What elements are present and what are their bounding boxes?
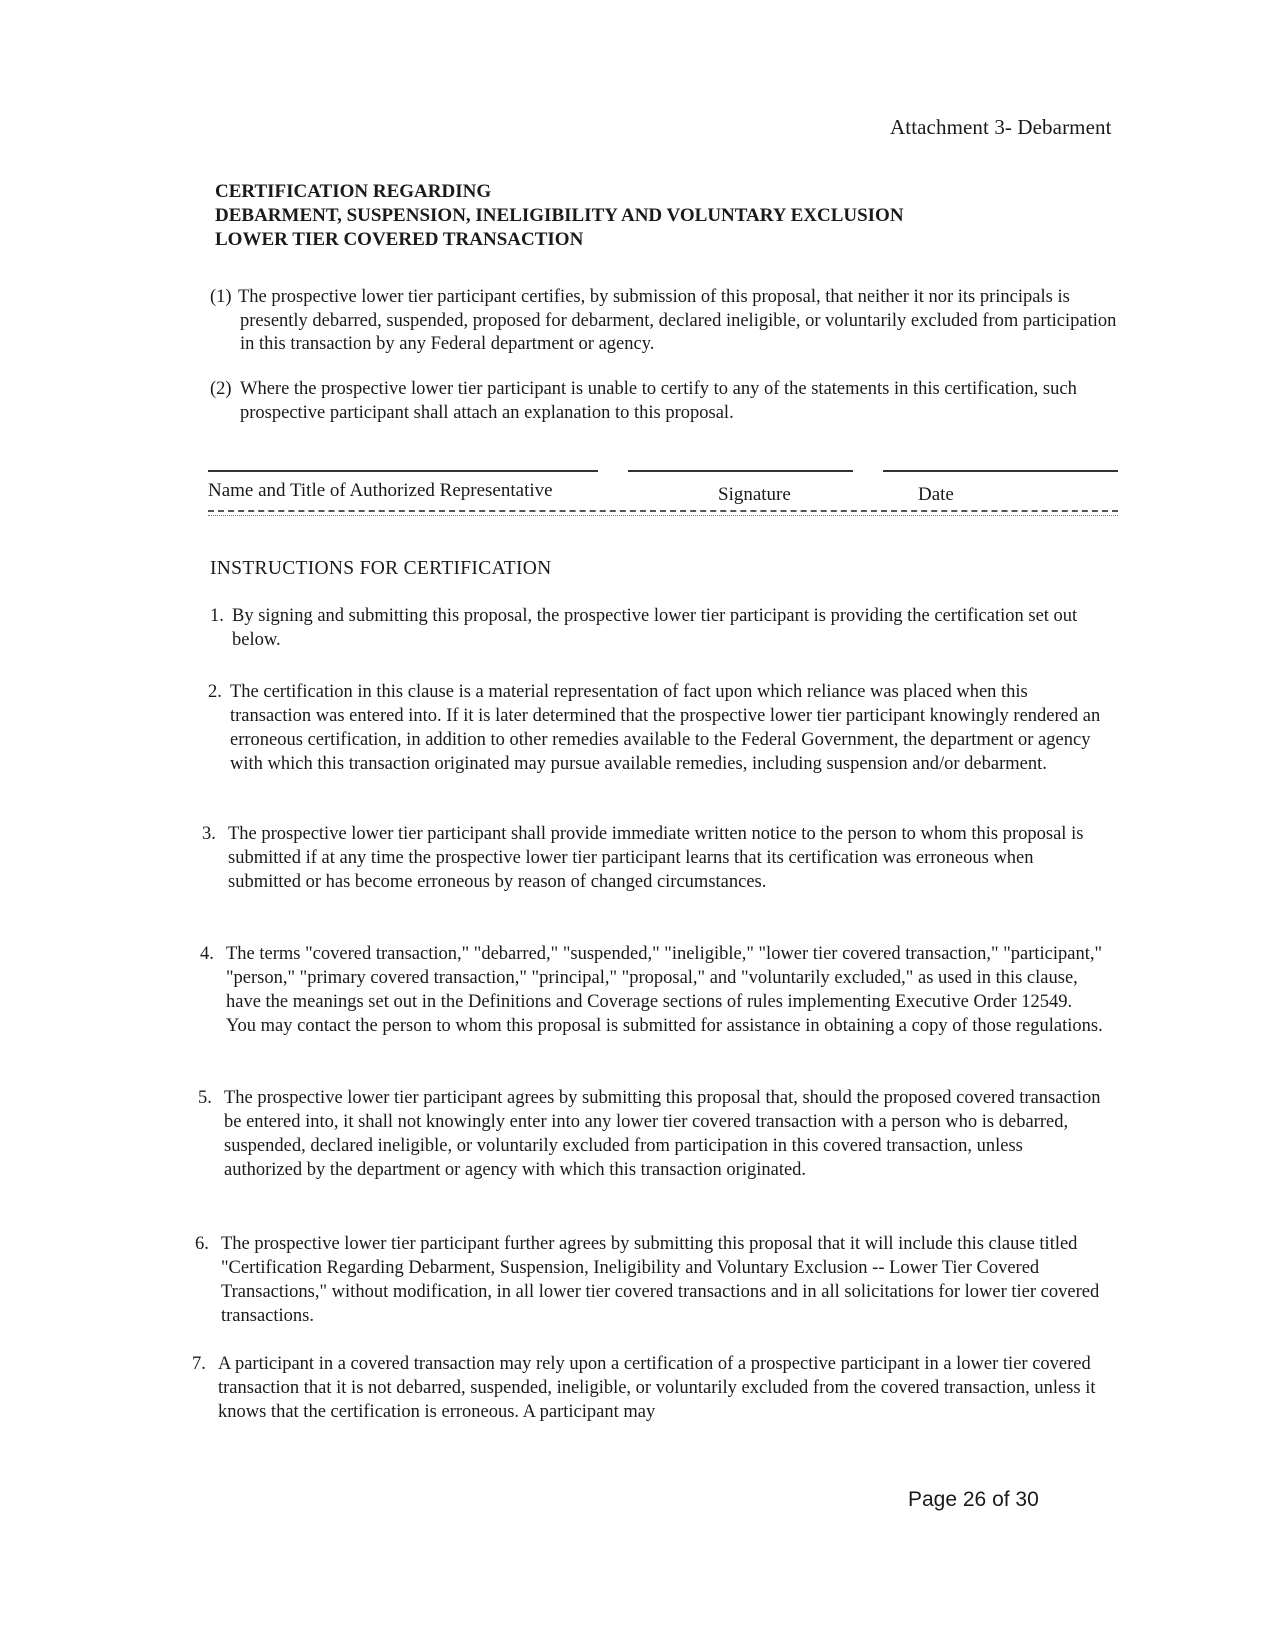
certification-number: (1)	[210, 287, 232, 307]
instruction-item	[195, 1232, 1100, 1328]
divider	[208, 515, 1118, 516]
certification-text: The prospective lower tier participant certifies, by submission of this proposal, that neither it nor its principals is presently debarred, suspended, proposed for debarment, declared ineligible, or voluntarily excluded from participation in this transaction by any Federal department or agency.	[238, 287, 1117, 354]
instruction-text: A participant in a covered transaction may rely upon a certification of a prospective participant in a lower tier covered transaction that it is not debarred, suspended, ineligible, or voluntarily excluded from the covered transaction, unless it knows that the certification is erroneous. A participant may	[218, 1354, 1096, 1422]
certification-text: Where the prospective lower tier participant is unable to certify to any of the statements in this certification, such prospective participant shall attach an explanation to this proposal.	[240, 379, 1077, 423]
instruction-number: 7.	[192, 1354, 206, 1374]
name-signature-line	[208, 470, 598, 472]
certification-item	[210, 378, 1130, 425]
instruction-number: 2.	[208, 682, 222, 702]
instruction-number: 5.	[198, 1088, 212, 1108]
instruction-item	[208, 680, 1113, 776]
instruction-text: The certification in this clause is a material representation of fact upon which reliance was placed when this transaction was entered into. If it is later determined that the prospective lower tier participant knowingly rendered an erroneous certification, in addition to other remedies available to the Federal Government, the department or agency with which this transaction originated may pursue available remedies, including suspension and/or debarment.	[230, 682, 1101, 774]
page-number: Page 26 of 30	[908, 1488, 1039, 1511]
instruction-text: The terms "covered transaction," "debarred," "suspended," "ineligible," "lower tier covered transaction," "participant," "person," "primary covered transaction," "principal," "proposal," and "voluntarily excluded," as used in this clause, have the meanings set out in the Definitions and Coverage sections of rules implementing Executive Order 12549. You may contact the person to whom this proposal is submitted for assistance in obtaining a copy of those regulations.	[226, 944, 1103, 1036]
instruction-item	[200, 942, 1105, 1038]
date-signature-line	[883, 470, 1118, 472]
instruction-item	[210, 604, 1115, 652]
certification-item	[210, 286, 1130, 357]
instruction-item	[198, 1086, 1103, 1182]
signature-line	[628, 470, 853, 472]
instruction-number: 1.	[210, 606, 224, 626]
instruction-text: The prospective lower tier participant agrees by submitting this proposal that, should the proposed covered transaction be entered into, it shall not knowingly enter into any lower tier covered transaction with a person who is debarred, suspended, declared ineligible, or voluntarily excluded from participation in this covered transaction, unless authorized by the department or agency with which this transaction originated.	[224, 1088, 1101, 1180]
document-title	[215, 180, 904, 252]
divider	[208, 510, 1118, 514]
instruction-text: The prospective lower tier participant further agrees by submitting this proposal that it will include this clause titled "Certification Regarding Debarment, Suspension, Ineligibility and Voluntary Exclusion -- Lower Tier Covered Transactions," without modification, in all lower tier covered transactions and in all solicitations for lower tier covered transactions.	[221, 1234, 1100, 1326]
instruction-text: The prospective lower tier participant shall provide immediate written notice to the person to whom this proposal is submitted if at any time the prospective lower tier participant learns that its certification was erroneous when submitted or has become erroneous by reason of changed circumstances.	[228, 824, 1084, 892]
title-line-3: LOWER TIER COVERED TRANSACTION	[215, 229, 584, 250]
date-label: Date	[918, 484, 954, 505]
signature-block	[208, 470, 1118, 530]
instructions-heading: INSTRUCTIONS FOR CERTIFICATION	[210, 558, 552, 579]
instruction-number: 4.	[200, 944, 214, 964]
instruction-item	[192, 1352, 1097, 1424]
instruction-item	[202, 822, 1107, 894]
attachment-label: Attachment 3- Debarment	[890, 115, 1112, 139]
instruction-text: By signing and submitting this proposal, the prospective lower tier participant is providing the certification set out below.	[232, 606, 1078, 650]
certification-number: (2)	[210, 379, 232, 399]
signature-label: Signature	[718, 484, 791, 505]
title-line-1: CERTIFICATION REGARDING	[215, 181, 492, 202]
title-line-2: DEBARMENT, SUSPENSION, INELIGIBILITY AND VOLUNTARY EXCLUSION	[215, 205, 904, 226]
instruction-number: 3.	[202, 824, 216, 844]
name-title-label: Name and Title of Authorized Representative	[208, 480, 553, 501]
instruction-number: 6.	[195, 1234, 209, 1254]
